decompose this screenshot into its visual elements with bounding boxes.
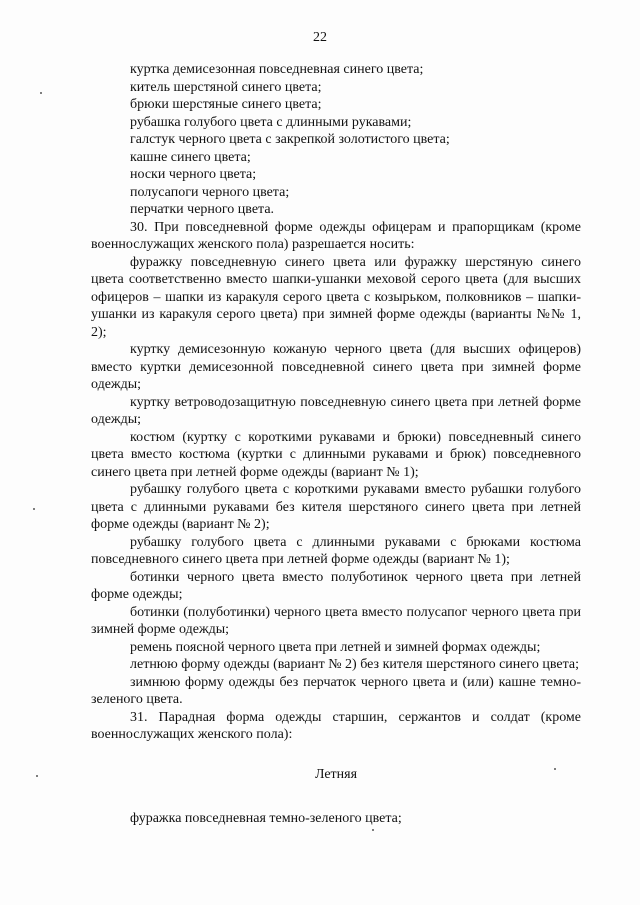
paragraph: фуражку повседневную синего цвета или фуражку шерстяную синего цвета соответственно вместо шапки-ушанки меховой серого цвета (для высших офицеров – шапки из каракуля серого цвета с козырьком, полковников – шапки-ушанки из каракуля серого цвета) при зимней форме одежды (варианты №№ 1, 2);	[91, 254, 581, 340]
document-body	[91, 61, 581, 828]
list-item: полусапоги черного цвета;	[130, 184, 290, 200]
list-item: кашне синего цвета;	[130, 149, 251, 165]
page-number: 22	[313, 30, 327, 45]
paragraph-30: 30. При повседневной форме одежды офицерам и прапорщикам (кроме военнослужащих женского пола) разрешается носить:	[91, 219, 581, 252]
paragraph: летнюю форму одежды (вариант № 2) без кителя шерстяного синего цвета;	[130, 657, 580, 672]
parade-uniform-list	[91, 810, 581, 828]
scan-speck	[36, 775, 38, 777]
scan-speck	[33, 508, 35, 510]
paragraph: рубашку голубого цвета с короткими рукавами вместо рубашки голубого цвета с длинными рукавами без кителя шерстяного синего цвета при летней форме одежды (вариант № 2);	[91, 482, 581, 532]
list-item: куртка демисезонная повседневная синего цвета;	[130, 62, 424, 77]
list-item: галстук черного цвета с закрепкой золотистого цвета;	[130, 132, 450, 147]
list-item: фуражка повседневная темно-зеленого цвета;	[130, 811, 402, 826]
scan-speck	[554, 768, 556, 770]
paragraph: костюм (куртку с короткими рукавами и брюки) повседневный синего цвета вместо костюма (куртки с длинными рукавами и брюк) повседневного синего цвета при летней форме одежды (вариант № 1);	[91, 429, 581, 480]
section-heading: Летняя	[314, 766, 358, 782]
paragraph: ботинки (полуботинки) черного цвета вместо полусапог черного цвета при зимней форме одежды;	[91, 604, 581, 637]
list-item: китель шерстяной синего цвета;	[130, 79, 322, 95]
scan-speck	[372, 829, 374, 831]
paragraph: куртку ветроводозащитную повседневную синего цвета при летней форме одежды;	[91, 394, 581, 427]
paragraph-31: 31. Парадная форма одежды старшин, сержантов и солдат (кроме военнослужащих женского пола):	[91, 709, 581, 742]
list-item: брюки шерстяные синего цвета;	[130, 97, 322, 112]
uniform-item-list	[91, 61, 581, 219]
paragraph: зимнюю форму одежды без перчаток черного цвета и (или) кашне темно-зеленого цвета.	[91, 674, 581, 707]
list-item: рубашка голубого цвета с длинными рукавами;	[130, 114, 412, 130]
list-item: перчатки черного цвета.	[130, 202, 275, 217]
paragraph: ботинки черного цвета вместо полуботинок черного цвета при летней форме одежды;	[91, 569, 581, 602]
paragraph: ремень поясной черного цвета при летней и зимней формах одежды;	[130, 639, 541, 655]
list-item: носки черного цвета;	[130, 167, 257, 182]
scan-speck	[40, 92, 42, 94]
paragraph: куртку демисезонную кожаную черного цвета (для высших офицеров) вместо куртки демисезонной повседневной синего цвета при зимней форме одежды;	[91, 342, 581, 392]
paragraph: рубашку голубого цвета с длинными рукавами с брюками костюма повседневного синего цвета при летней форме одежды (вариант № 1);	[91, 534, 581, 567]
